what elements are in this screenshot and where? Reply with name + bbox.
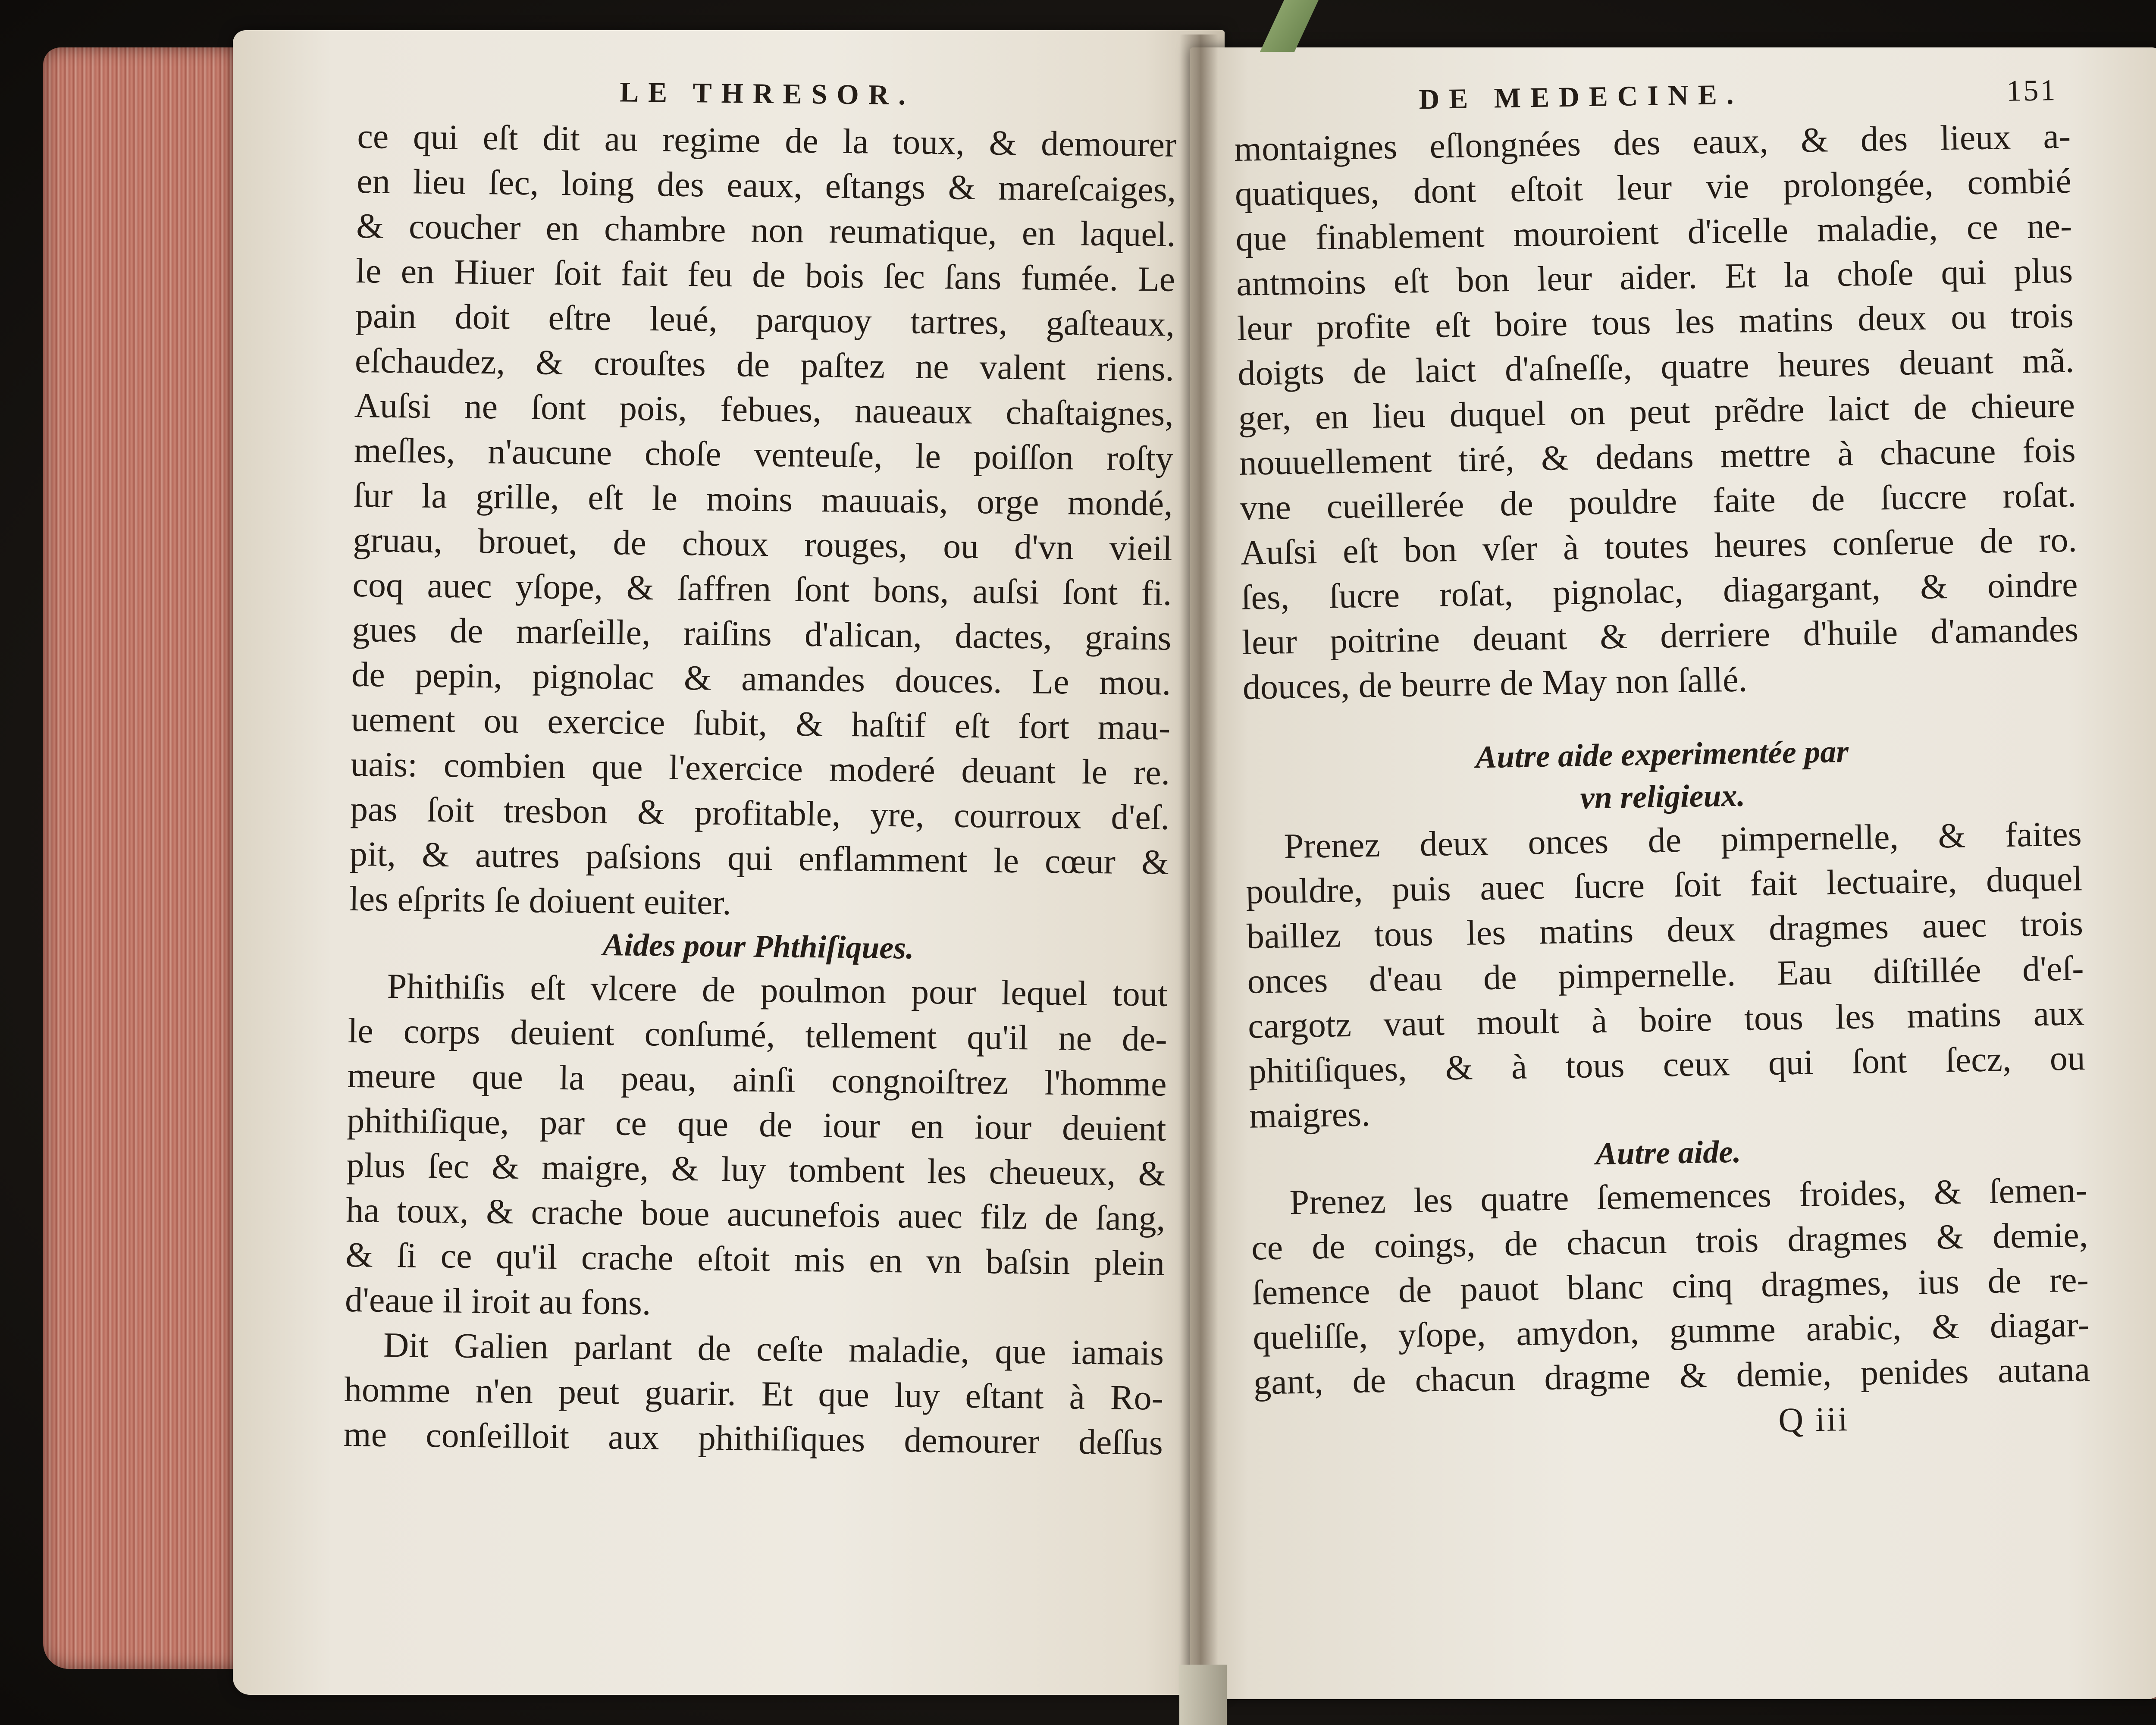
text-line: uais: combien que l'exercice moderé deuant le re.: [350, 744, 1170, 792]
text-line: ce de coings, de chacun trois dragmes & demie,: [1251, 1215, 2088, 1267]
text-line: antmoins eſt bon leur aider. Et la choſe qui plus: [1236, 251, 2073, 303]
text-line: maigres.: [1249, 1094, 1371, 1135]
running-head-left: LE THRESOR.: [619, 76, 915, 111]
page-number: 151: [2006, 73, 2057, 108]
text-line: ce qui eſt dit au regime de la toux, & demourer: [357, 116, 1177, 164]
text-line: gruau, brouet, de choux rouges, ou d'vn vieil: [353, 520, 1173, 568]
text-line: pit, & autres paſsions qui enflamment le cœur &: [349, 834, 1169, 882]
text-line: en lieu ſec, loing des eaux, eſtangs & mareſcaiges,: [356, 161, 1176, 209]
text-line: Prenez deux onces de pimpernelle, & faites: [1283, 814, 2082, 866]
text-line: ſur la grille, eſt le moins mauuais, orge mondé,: [353, 475, 1173, 523]
text-line: ger, en lieu duquel on peut prẽdre laict de chieure: [1238, 385, 2075, 438]
text-line: queliſſe, yſope, amydon, gumme arabic, & diagar-: [1252, 1305, 2090, 1357]
right-page-text: [1233, 73, 2091, 1449]
text-line: phitiſiques, & à tous ceux qui ſont ſecz, ou: [1248, 1038, 2086, 1091]
text-line: gues de marſeille, raiſins d'alican, dactes, grains: [352, 609, 1172, 658]
text-line: le en Hiuer ſoit fait feu de bois ſec ſans fumée. Le: [355, 251, 1175, 299]
section-heading: Autre aide experimentée par: [1475, 734, 1849, 775]
text-line: plus ſec & maigre, & luy tombent les cheueux, &: [346, 1145, 1166, 1193]
text-line: Dit Galien parlant de ceſte maladie, que iamais: [383, 1325, 1164, 1373]
text-line: gant, de chacun dragme & demie, penides autana: [1253, 1349, 2090, 1402]
text-line: uement ou exercice ſubit, & haſtif eſt fort mau-: [351, 699, 1171, 747]
text-line: leur poitrine deuant & derriere d'huile d'amandes: [1241, 609, 2079, 662]
text-line: eſchaudez, & crouſtes de paſtez ne valent riens.: [354, 340, 1175, 389]
section-heading: vn religieux.: [1580, 778, 1745, 816]
text-line: & ſi ce qu'il crache eſtoit mis en vn baſsin plein: [345, 1235, 1165, 1283]
text-line: de pepin, pignolac & amandes douces. Le mou.: [351, 654, 1171, 703]
text-line: doigts de laict d'aſneſſe, quatre heures deuant mã.: [1237, 340, 2075, 393]
text-line: Auſsi eſt bon vſer à toutes heures conſerue de ro.: [1240, 520, 2078, 572]
text-line: meure que la peau, ainſi congnoiſtrez l'homme: [347, 1055, 1167, 1104]
text-line: que finablement mouroient d'icelle maladie, ce ne-: [1235, 206, 2073, 258]
text-line: pouldre, puis auec ſucre ſoit fait lectuaire, duquel: [1245, 859, 2083, 911]
text-line: Auſsi ne ſont pois, febues, naueaux chaſtaignes,: [354, 385, 1174, 433]
text-line: ha toux, & crache boue aucunefois auec filz de ſang,: [345, 1190, 1166, 1238]
text-line: me conſeilloit aux phithiſiques demourer deſſus: [343, 1414, 1163, 1462]
running-head-title: DE MEDECINE.: [1418, 78, 1743, 116]
text-line: nouuellement tiré, & dedans mettre à chacune fois: [1239, 430, 2076, 483]
section-heading: Aides pour Phthiſiques.: [602, 927, 915, 966]
signature-mark: Q iii: [1778, 1400, 1850, 1440]
text-line: ſemence de pauot blanc cinq dragmes, ius de re-: [1252, 1260, 2089, 1312]
text-line: coq auec yſope, & ſaffren ſont bons, auſsi ſont fi.: [352, 565, 1172, 613]
text-line: pain doit eſtre leué, parquoy tartres, gaſteaux,: [355, 295, 1175, 344]
text-line: montaignes eſlongnées des eaux, & des lieux a-: [1234, 116, 2071, 169]
text-line: quatiques, dont eſtoit leur vie prolongée, combié: [1235, 161, 2072, 213]
text-line: les eſprits ſe doiuent euiter.: [349, 878, 732, 922]
text-line: cargotz vaut moult à boire tous les matins aux: [1247, 993, 2085, 1046]
left-page-text: [343, 73, 1177, 1465]
headband: [1179, 1665, 1227, 1725]
text-line: douces, de beurre de May non ſallé.: [1242, 659, 1748, 707]
text-line: phithiſique, par ce que de iour en iour deuient: [347, 1100, 1166, 1148]
text-line: d'eaue il iroit au fons.: [345, 1280, 651, 1323]
text-line: onces d'eau de pimpernelle. Eau diſtillée d'eſ-: [1247, 948, 2084, 1001]
text-line: baillez tous les matins deux dragmes auec trois: [1246, 903, 2084, 956]
text-line: & coucher en chambre non reumatique, en laquel.: [356, 206, 1176, 254]
text-line: homme n'en peut guarir. Et que luy eſtant à Ro-: [344, 1369, 1164, 1418]
text-line: vne cueillerée de pouldre faite de ſuccre roſat.: [1239, 475, 2077, 527]
text-line: le corps deuient conſumé, tellement qu'il ne de-: [348, 1010, 1168, 1059]
book-gutter: [1179, 34, 1218, 1699]
text-line: Prenez les quatre ſememences froides, & ſemen-: [1289, 1170, 2088, 1222]
text-line: leur profite eſt boire tous les matins deux ou trois: [1237, 295, 2074, 348]
text-line: pas ſoit tresbon & profitable, yre, courroux d'eſ.: [350, 789, 1170, 837]
text-line: Phithiſis eſt vlcere de poulmon pour lequel tout: [387, 966, 1168, 1014]
text-line: ſes, ſucre roſat, pignolac, diagargant, & oindre: [1241, 565, 2078, 617]
section-heading: Autre aide.: [1595, 1134, 1742, 1172]
text-line: meſles, n'aucune choſe venteuſe, le poiſſon roſty: [354, 430, 1174, 478]
